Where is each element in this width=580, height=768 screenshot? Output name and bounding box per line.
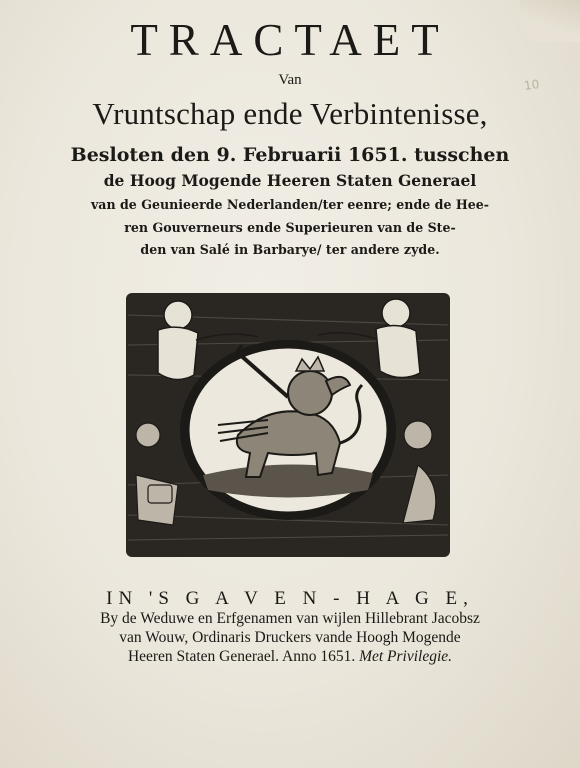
margin-note: 10 [523, 77, 541, 93]
lion-woodcut-icon [118, 285, 458, 565]
blackletter-line-5: den van Salé in Barbarye/ ter andere zyde. [140, 242, 440, 257]
blackletter-line-4: ren Gouverneurs ende Superieuren van de Ste- [124, 220, 456, 235]
imprint-line-2: van Wouw, Ordinaris Druckers vande Hoogh Mogende [119, 629, 461, 646]
imprint-place: IN 'S G A V E N - H A G E, [106, 588, 474, 609]
page-subtitle: Vruntschap ende Verbintenisse, [92, 96, 488, 131]
blackletter-line-1: Besloten den 9. Februarii 1651. tusschen [70, 144, 510, 166]
imprint-line-3 [0, 648, 580, 666]
imprint-year: Heeren Staten Generael. Anno 1651. [127, 648, 356, 665]
blackletter-line-3: van de Geunieerde Nederlanden/ter eenre; ende de Hee- [90, 197, 490, 212]
blackletter-line-2: de Hoog Mogende Heeren Staten Generael [103, 171, 477, 190]
title-van: Van [278, 72, 302, 88]
privilege-note: Met Privilegie. [359, 648, 453, 665]
imprint-line-1: By de Weduwe en Erfgenamen van wijlen Hillebrant Jacobsz [100, 610, 480, 627]
page-title: TRACTAET [130, 15, 450, 65]
